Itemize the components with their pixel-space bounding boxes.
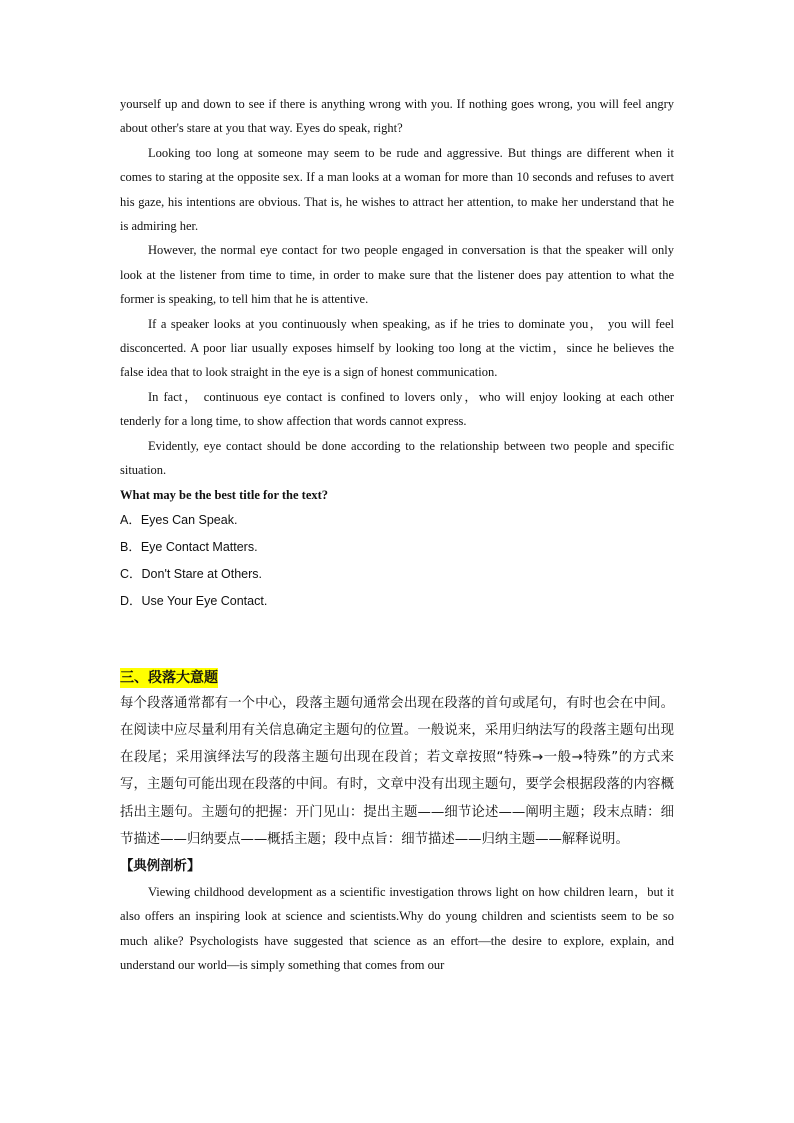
document-page — [120, 92, 674, 978]
spacer — [120, 616, 674, 665]
passage-paragraph-1: yourself up and down to see if there is anything wrong with you. If nothing goes wrong, you will feel angry about other's stare at you that way. Eyes do speak, right? — [120, 97, 674, 136]
question-stem: What may be the best title for the text? — [120, 487, 329, 502]
option-c: C．Don't Stare at Others. — [120, 567, 263, 582]
passage-paragraph-4: If a speaker looks at you continuously when speaking, as if he tries to dominate you， you will feel disconcerted. A poor liar usually exposes himself by looking too long at the victim，since he believes the false idea that to look straight in the eye is a sign of honest communication. — [120, 316, 674, 380]
passage-paragraph-3: However, the normal eye contact for two people engaged in conversation is that the speaker will only look at the listener from time to time, in order to make sure that the listener does pay attention to what the former is speaking, to tell him that he is attentive. — [120, 243, 674, 307]
option-a: A．Eyes Can Speak. — [120, 512, 238, 527]
option-d: D．Use Your Eye Contact. — [120, 594, 268, 609]
section-body: 每个段落通常都有一个中心，段落主题句通常会出现在段落的首句或尾句，有时也会在中间。在阅读中应尽量利用有关信息确定主题句的位置。一般说来，采用归纳法写的段落主题句出现在段尾；采用演绎法写的段落主题句出现在段首；若文章按照“特殊→一般→特殊”的方式来写，主题句可能出现在段落的中间。有时，文章中没有出现主题句，要学会根据段落的内容概括出主题句。主题句的把握：开门见山：提出主题——细节论述——阐明主题；段末点睛：细节描述——归纳要点——概括主题；段中点旨：细节描述——归纳主题——解释说明。 — [120, 695, 674, 847]
option-b: B．Eye Contact Matters. — [120, 539, 258, 554]
passage-paragraph-5: In fact， continuous eye contact is confined to lovers only，who will enjoy looking at each other tenderly for a long time, to show affection that words cannot express. — [120, 389, 674, 429]
section-title: 三、段落大意题 — [120, 669, 218, 686]
passage-paragraph-2: Looking too long at someone may seem to be rude and aggressive. But things are different when it comes to staring at the opposite sex. If a man looks at a woman for more than 10 seconds and refuses to avert his gaze, his intentions are obvious. That is, he wishes to attract her attention, to make her understand that he is admiring her. — [120, 145, 674, 234]
example-heading: 【典例剖析】 — [120, 858, 201, 874]
passage-paragraph-6: Evidently, eye contact should be done according to the relationship between two people and specific situation. — [120, 438, 674, 478]
example-passage: Viewing childhood development as a scientific investigation throws light on how children learn，but it also offers an inspiring look at science and scientists.Why do young children and scientists seem to be so much alike? Psychologists have suggested that science as an effort—the desire to explore, explain, and understand our world—is simply something that comes from our — [120, 884, 674, 973]
